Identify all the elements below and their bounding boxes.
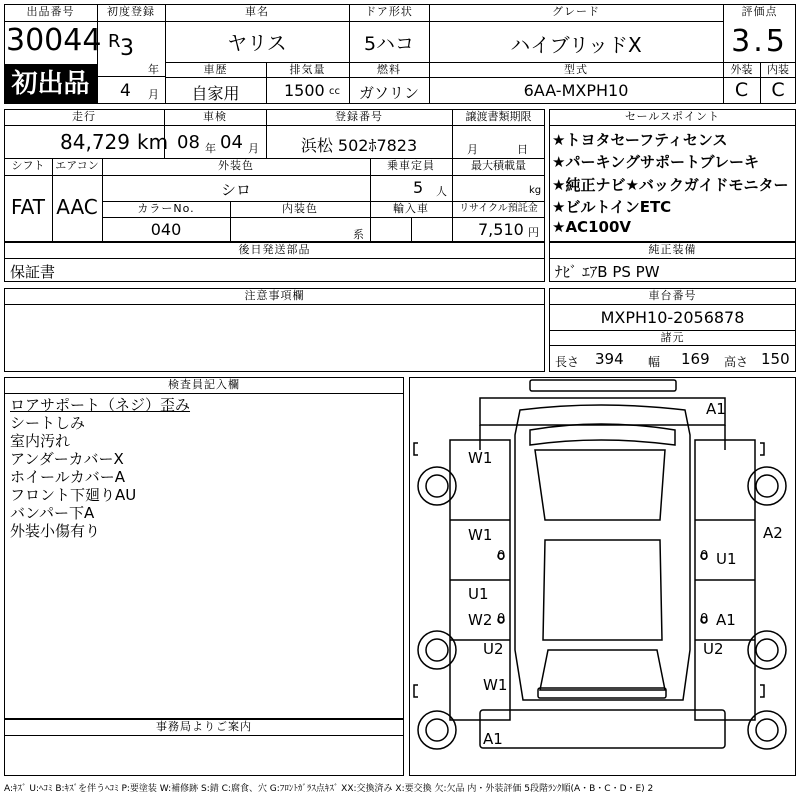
model-label: 型式 (564, 63, 588, 76)
car-name-label: 車名 (245, 5, 269, 18)
color-label: 外装色 (218, 159, 254, 172)
inspection-month-unit: 月 (248, 142, 259, 155)
reg-month: 4 (120, 81, 131, 101)
displacement-unit: cc (329, 86, 340, 97)
month-unit: 月 (148, 88, 159, 101)
int-label: 内装 (767, 63, 789, 76)
mark-w1-left-top: W1 (468, 449, 493, 467)
mileage: 84,729 (60, 130, 130, 154)
height-label: 高さ (724, 355, 749, 369)
sales-point-4: ★ビルトインETC (552, 198, 672, 216)
reg-year: 3 (120, 36, 134, 61)
chassis-label: 車台番号 (648, 289, 697, 302)
displacement: 1500 (284, 81, 325, 100)
lot-number: 30044 (6, 23, 102, 58)
ext-label: 外装 (730, 63, 753, 76)
sales-point-3: ★純正ナビ★バックガイドモニター (552, 176, 789, 194)
int-color-unit: 系 (353, 228, 364, 241)
dims-label: 諸元 (660, 331, 685, 344)
first-listing-text: 初出品 (11, 69, 90, 99)
recycle-amount: 7,510 (478, 220, 524, 239)
inspection-month: 04 (220, 132, 243, 153)
inspector-line-1: ロアサポート（ネジ）歪み (10, 396, 191, 414)
width-label: 幅 (648, 355, 661, 369)
mark-w2-left: W2 (468, 611, 493, 629)
mark-zero-4: 0 (700, 612, 709, 627)
sales-point-1: ★トヨタセーフティセンス (552, 131, 728, 149)
inspection-label: 車検 (203, 110, 227, 123)
recycle-unit: 円 (528, 226, 539, 239)
mark-u1-right: U1 (716, 550, 737, 568)
color-no: 040 (150, 220, 182, 239)
sales-point-5: ★AC100V (552, 218, 631, 236)
ext-grade: C (734, 79, 749, 101)
inspector-line-8: 外装小傷有り (10, 522, 101, 540)
mark-a1-bottom: A1 (483, 730, 503, 748)
notes-label: 注意事項欄 (244, 289, 305, 302)
genuine-label: 純正装備 (648, 243, 697, 256)
length-label: 長さ (555, 355, 580, 369)
capacity: 5 (413, 178, 424, 197)
transfer-day-unit: 日 (517, 143, 528, 156)
inspector-line-4: アンダーカバーX (10, 450, 124, 468)
inspector-line-5: ホイールカバーA (10, 468, 125, 486)
int-grade: C (771, 79, 785, 101)
mark-zero-3: 0 (700, 549, 709, 564)
score-label: 評価点 (741, 5, 778, 18)
door-label: ドア形状 (365, 5, 413, 18)
transfer-month-unit: 月 (467, 143, 478, 156)
mark-u2-right: U2 (703, 640, 724, 658)
plate-label: 登録番号 (335, 110, 383, 123)
year-unit: 年 (148, 63, 159, 76)
later-parts-label: 後日発送部品 (238, 243, 311, 256)
transfer-label: 譲渡書類期限 (465, 110, 532, 123)
plate-number: 浜松 502ﾎ7823 (300, 136, 418, 155)
door-type: 5ハコ (363, 33, 415, 55)
car-diagram (409, 377, 796, 776)
load-unit: kg (529, 185, 542, 196)
import-label: 輸入車 (393, 202, 429, 215)
model-code: 6AA-MXPH10 (523, 81, 629, 100)
lot-no-label: 出品番号 (26, 5, 75, 18)
mark-a1-right: A1 (716, 611, 736, 629)
car-name: ヤリス (227, 31, 287, 55)
mileage-unit: km (137, 130, 169, 154)
ac: AAC (56, 195, 98, 219)
recycle-label: リサイクル預託金 (459, 203, 538, 214)
inspector-label: 検査員記入欄 (168, 378, 240, 391)
mark-u2-left: U2 (483, 640, 504, 658)
mark-w1-left-low: W1 (483, 676, 508, 694)
first-reg-label: 初度登録 (107, 5, 155, 18)
fuel: ガソリン (358, 84, 419, 102)
load-label: 最大積載量 (471, 159, 526, 172)
sales-point-2: ★パーキングサポートブレーキ (552, 153, 759, 171)
mark-zero-2: 0 (497, 612, 506, 627)
inspection-year: 08 (177, 132, 200, 153)
inspector-line-7: バンパー下A (10, 504, 95, 522)
later-parts-value: 保証書 (10, 263, 56, 281)
mark-a1-top: A1 (706, 400, 726, 418)
ac-label: エアコン (55, 159, 99, 172)
grade: ハイブリッドX (510, 33, 642, 57)
grade-label: グレード (552, 5, 600, 18)
width: 169 (681, 350, 710, 368)
capacity-label: 乗車定員 (387, 159, 435, 172)
sales-points-label: セールスポイント (624, 110, 720, 123)
office-label: 事務局よりご案内 (156, 720, 252, 733)
mark-zero-1: 0 (497, 549, 506, 564)
color: シロ (220, 181, 251, 199)
inspection-year-unit: 年 (205, 142, 216, 155)
history-label: 車歴 (203, 63, 228, 76)
displacement-label: 排気量 (289, 63, 326, 76)
inspector-line-6: フロント下廻りAU (10, 486, 137, 504)
reg-era: R (108, 31, 121, 52)
shift-label: シフト (11, 159, 45, 172)
genuine-value: ﾅﾋﾞ ｴｱB PS PW (555, 263, 660, 281)
score: 3.5 (731, 24, 788, 59)
mileage-label: 走行 (72, 110, 96, 123)
inspector-line-3: 室内汚れ (10, 432, 71, 450)
color-no-label: カラーNo. (137, 202, 195, 215)
mark-w1-left-mid: W1 (468, 526, 493, 544)
shift: FAT (10, 195, 45, 219)
history: 自家用 (191, 84, 240, 103)
int-color-label: 内装色 (282, 202, 318, 215)
legend: A:ｷｽﾞ U:ﾍｺﾐ B:ｷｽﾞを伴うﾍｺﾐ P:要塗装 W:補修跡 S:錆 C:腐食、穴 G:ﾌﾛﾝﾄｶﾞﾗｽ点ｷｽﾞ XX:交換済み X:要交換 欠:欠品 内・外装評価 5段階ﾗﾝｸ順(A・B・C・D・E) 2 (4, 784, 654, 794)
capacity-unit: 人 (436, 185, 447, 198)
mark-a2-right: A2 (763, 524, 783, 542)
inspector-line-2: シートしみ (10, 414, 86, 432)
fuel-label: 燃料 (377, 63, 401, 76)
mark-u1-left: U1 (468, 585, 489, 603)
length: 394 (595, 350, 624, 368)
height: 150 (761, 350, 790, 368)
chassis-number: MXPH10-2056878 (600, 308, 745, 327)
